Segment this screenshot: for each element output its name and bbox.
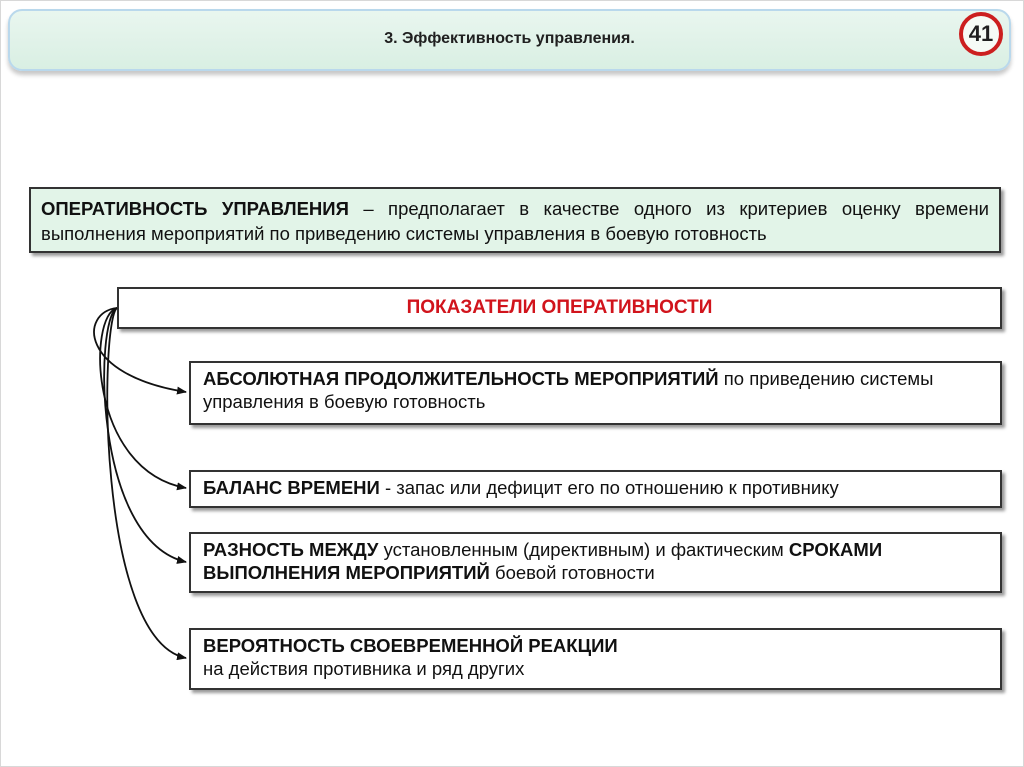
indicator-title: ВЕРОЯТНОСТЬ СВОЕВРЕМЕННОЙ РЕАКЦИИ xyxy=(203,635,618,656)
indicator-text: установленным (директивным) и фактическим xyxy=(378,539,789,560)
definition-text: – предполагает в качестве одного из критериев оценку времени выполнения мероприятий по приведению системы управления в боевую готовность xyxy=(41,198,990,244)
indicator-text: по приведению системы управления в боевую готовность xyxy=(203,368,934,412)
indicator-item xyxy=(189,628,1002,690)
slide-title: 3. Эффективность управления. xyxy=(384,30,635,47)
indicator-text: - запас или дефицит его по отношению к противнику xyxy=(379,477,839,498)
page-number-badge: 41 xyxy=(959,12,1003,56)
indicators-heading: ПОКАЗАТЕЛИ ОПЕРАТИВНОСТИ xyxy=(117,287,1002,329)
indicator-title: РАЗНОСТЬ МЕЖДУ xyxy=(203,539,379,560)
indicator-text-2: боевой готовности xyxy=(489,562,655,583)
indicator-item xyxy=(189,532,1002,593)
indicator-text: на действия противника и ряд других xyxy=(203,658,525,679)
indicator-item xyxy=(189,470,1002,508)
definition-term: ОПЕРАТИВНОСТЬ УПРАВЛЕНИЯ xyxy=(41,198,349,219)
indicator-item xyxy=(189,361,1002,425)
indicator-title: БАЛАНС ВРЕМЕНИ xyxy=(203,477,380,498)
indicator-title: АБСОЛЮТНАЯ ПРОДОЛЖИТЕЛЬНОСТЬ МЕРОПРИЯТИЙ xyxy=(203,368,719,389)
indicator-title-2: СРОКАМИ ВЫПОЛНЕНИЯ МЕРОПРИЯТИЙ xyxy=(203,539,883,583)
